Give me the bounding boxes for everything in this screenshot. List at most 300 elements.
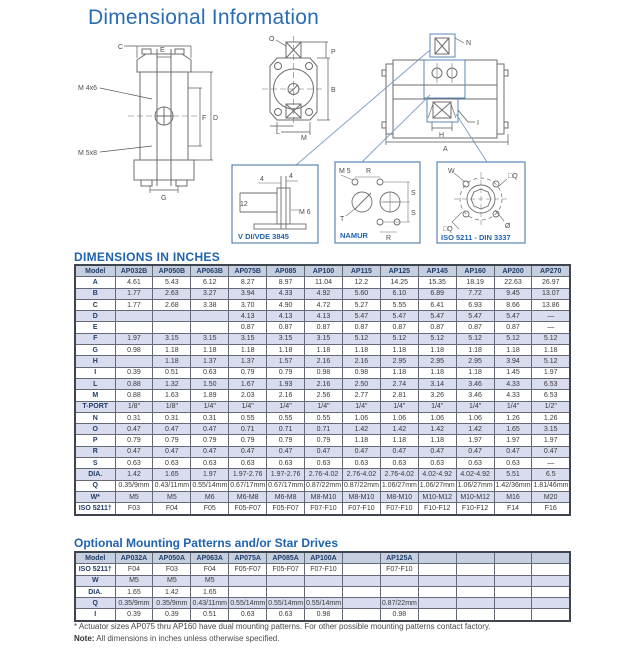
dim-label-m4x6: M 4x6 bbox=[78, 85, 98, 92]
value-cell: 5.60 bbox=[342, 288, 380, 299]
value-cell: 1.37 bbox=[229, 356, 267, 367]
value-cell: 0.55 bbox=[267, 412, 305, 423]
value-cell bbox=[191, 322, 229, 333]
table-row bbox=[75, 412, 570, 423]
value-cell: 1.06 bbox=[380, 412, 418, 423]
value-cell bbox=[532, 564, 570, 575]
value-cell: 1.18 bbox=[267, 345, 305, 356]
value-cell: 0.98 bbox=[305, 609, 343, 621]
value-cell bbox=[494, 598, 532, 609]
value-cell: 2.74 bbox=[380, 378, 418, 389]
value-cell: 1.93 bbox=[267, 378, 305, 389]
value-cell bbox=[342, 564, 380, 575]
value-cell: 2.77 bbox=[342, 390, 380, 401]
column-header: AP270 bbox=[532, 265, 570, 277]
row-label: A bbox=[75, 277, 115, 288]
value-cell: 1.97 bbox=[532, 367, 570, 378]
value-cell bbox=[532, 598, 570, 609]
value-cell bbox=[380, 575, 418, 586]
namur-dim-r-top: R bbox=[366, 168, 372, 175]
value-cell: 5.47 bbox=[456, 311, 494, 322]
column-header: AP085 bbox=[267, 265, 305, 277]
value-cell: 0.63 bbox=[305, 458, 343, 469]
value-cell: 0.79 bbox=[305, 435, 343, 446]
value-cell: 1.77 bbox=[115, 299, 153, 310]
value-cell bbox=[418, 575, 456, 586]
row-label: W bbox=[75, 575, 115, 586]
value-cell: 4.13 bbox=[305, 311, 343, 322]
value-cell: 1.65 bbox=[494, 424, 532, 435]
value-cell: 1.18 bbox=[418, 435, 456, 446]
value-cell: M8-M10 bbox=[380, 491, 418, 502]
page-title: Dimensional Information bbox=[88, 6, 320, 29]
value-cell: 0.63 bbox=[418, 458, 456, 469]
value-cell: F07-F10 bbox=[380, 503, 418, 515]
value-cell: 0.51 bbox=[153, 367, 191, 378]
column-header: AP125A bbox=[380, 552, 418, 564]
value-cell: 0.55/14mm bbox=[191, 480, 229, 491]
value-cell: 1.65 bbox=[191, 586, 229, 597]
value-cell: 0.63 bbox=[456, 458, 494, 469]
dim-label-p: P bbox=[331, 49, 336, 56]
value-cell: 0.98 bbox=[305, 367, 343, 378]
value-cell: 6.41 bbox=[418, 299, 456, 310]
value-cell: 1.06 bbox=[342, 412, 380, 423]
value-cell: 6.5 bbox=[532, 469, 570, 480]
value-cell: M5 bbox=[153, 491, 191, 502]
value-cell: 0.67/17mm bbox=[267, 480, 305, 491]
table-row bbox=[75, 390, 570, 401]
value-cell: 1.18 bbox=[380, 435, 418, 446]
dim-label-d: D bbox=[213, 115, 219, 122]
value-cell: 2.63 bbox=[153, 288, 191, 299]
value-cell: 0.63 bbox=[191, 367, 229, 378]
value-cell: 1/4" bbox=[418, 401, 456, 412]
value-cell: 1.26 bbox=[532, 412, 570, 423]
value-cell bbox=[342, 586, 380, 597]
row-label: R bbox=[75, 446, 115, 457]
value-cell: 0.71 bbox=[229, 424, 267, 435]
value-cell: 0.87 bbox=[229, 322, 267, 333]
value-cell: 1.97 bbox=[532, 435, 570, 446]
table-row bbox=[75, 503, 570, 515]
iso-dim-q-top: □Q bbox=[508, 173, 518, 180]
column-header: AP125 bbox=[380, 265, 418, 277]
value-cell bbox=[456, 575, 494, 586]
value-cell bbox=[115, 356, 153, 367]
value-cell: 1.97-2.76 bbox=[267, 469, 305, 480]
value-cell: 1.97-2.76 bbox=[229, 469, 267, 480]
footnote-note-text: All dimensions in inches unless otherwise specified. bbox=[96, 634, 280, 643]
value-cell: 1.63 bbox=[153, 390, 191, 401]
value-cell bbox=[532, 586, 570, 597]
value-cell: 1.06/27mm bbox=[456, 480, 494, 491]
value-cell: 1.42 bbox=[418, 424, 456, 435]
column-header: AP100 bbox=[305, 265, 343, 277]
value-cell: F07-F10 bbox=[380, 564, 418, 575]
value-cell: 0.35/9mm bbox=[153, 598, 191, 609]
namur-dim-t: T bbox=[340, 216, 345, 223]
value-cell: 0.43/11mm bbox=[191, 598, 229, 609]
value-cell bbox=[418, 609, 456, 621]
column-header: AP063A bbox=[191, 552, 229, 564]
value-cell: F05-F07 bbox=[229, 564, 267, 575]
value-cell: 4.33 bbox=[494, 390, 532, 401]
value-cell: F07-F10 bbox=[305, 503, 343, 515]
value-cell: 2.95 bbox=[418, 356, 456, 367]
value-cell: 3.27 bbox=[191, 288, 229, 299]
value-cell: 5.12 bbox=[532, 356, 570, 367]
value-cell: 0.47 bbox=[153, 446, 191, 457]
value-cell: 2.68 bbox=[153, 299, 191, 310]
value-cell: 0.55/14mm bbox=[267, 598, 305, 609]
value-cell: 1.18 bbox=[153, 356, 191, 367]
value-cell: 3.46 bbox=[456, 378, 494, 389]
row-label: C bbox=[75, 299, 115, 310]
value-cell bbox=[456, 598, 494, 609]
value-cell: 0.63 bbox=[380, 458, 418, 469]
value-cell: 7.72 bbox=[456, 288, 494, 299]
value-cell: 0.31 bbox=[153, 412, 191, 423]
actuator-end-view-drawing bbox=[262, 36, 325, 126]
column-header: AP063B bbox=[191, 265, 229, 277]
value-cell: F05-F07 bbox=[229, 503, 267, 515]
value-cell: M6-M8 bbox=[267, 491, 305, 502]
value-cell: 1/8" bbox=[153, 401, 191, 412]
value-cell: 4.13 bbox=[267, 311, 305, 322]
value-cell: — bbox=[532, 311, 570, 322]
value-cell: 3.14 bbox=[418, 378, 456, 389]
value-cell: 3.15 bbox=[532, 424, 570, 435]
value-cell: 0.47 bbox=[115, 424, 153, 435]
value-cell: 1.32 bbox=[153, 378, 191, 389]
value-cell: F16 bbox=[532, 503, 570, 515]
detail-box-namur bbox=[335, 162, 420, 243]
footnote-note bbox=[74, 634, 279, 643]
value-cell: 0.47 bbox=[267, 446, 305, 457]
value-cell: 1.18 bbox=[418, 345, 456, 356]
model-column-header: Model bbox=[75, 552, 115, 564]
value-cell: F05-F07 bbox=[267, 503, 305, 515]
table-row bbox=[75, 480, 570, 491]
table-row bbox=[75, 491, 570, 502]
value-cell: 1.37 bbox=[191, 356, 229, 367]
dimensions-in-inches-table bbox=[74, 264, 571, 516]
value-cell: 14.25 bbox=[380, 277, 418, 288]
table-row bbox=[75, 311, 570, 322]
row-label: Q bbox=[75, 480, 115, 491]
table-row bbox=[75, 435, 570, 446]
value-cell: 0.47 bbox=[418, 446, 456, 457]
value-cell: 2.16 bbox=[305, 378, 343, 389]
value-cell: 1.42 bbox=[342, 424, 380, 435]
value-cell: 0.39 bbox=[115, 367, 153, 378]
value-cell: M5 bbox=[115, 575, 153, 586]
value-cell: 0.88 bbox=[115, 390, 153, 401]
value-cell: 0.55/14mm bbox=[229, 598, 267, 609]
value-cell: M20 bbox=[532, 491, 570, 502]
value-cell: 0.47 bbox=[153, 424, 191, 435]
value-cell bbox=[267, 586, 305, 597]
value-cell: 0.87 bbox=[267, 322, 305, 333]
footnote-dual-mounting: * Actuator sizes AP075 thru AP160 have dual mounting patterns. For other possible mounting patterns contact factory. bbox=[74, 622, 491, 631]
value-cell: 5.47 bbox=[380, 311, 418, 322]
value-cell: 1.42 bbox=[153, 586, 191, 597]
value-cell: 3.15 bbox=[267, 333, 305, 344]
value-cell: 0.47 bbox=[305, 446, 343, 457]
table-header-row bbox=[75, 265, 570, 277]
value-cell: 2.95 bbox=[456, 356, 494, 367]
value-cell: 1/4" bbox=[305, 401, 343, 412]
value-cell: 0.55 bbox=[305, 412, 343, 423]
value-cell: 3.70 bbox=[229, 299, 267, 310]
detail-box-iso-5211 bbox=[437, 162, 525, 243]
row-label: D bbox=[75, 311, 115, 322]
row-label: E bbox=[75, 322, 115, 333]
value-cell: 0.88 bbox=[115, 378, 153, 389]
value-cell: 0.87 bbox=[494, 322, 532, 333]
value-cell: M6 bbox=[191, 491, 229, 502]
value-cell: 1.18 bbox=[305, 345, 343, 356]
value-cell: M6-M8 bbox=[229, 491, 267, 502]
value-cell bbox=[380, 586, 418, 597]
value-cell bbox=[494, 564, 532, 575]
value-cell bbox=[191, 311, 229, 322]
column-header: AP050A bbox=[153, 552, 191, 564]
value-cell: 13.86 bbox=[532, 299, 570, 310]
value-cell: 0.31 bbox=[191, 412, 229, 423]
value-cell: 6.53 bbox=[532, 378, 570, 389]
value-cell bbox=[267, 575, 305, 586]
value-cell: 6.12 bbox=[191, 277, 229, 288]
value-cell: 4.33 bbox=[267, 288, 305, 299]
value-cell: 0.87 bbox=[305, 322, 343, 333]
value-cell: M8-M10 bbox=[342, 491, 380, 502]
value-cell bbox=[532, 575, 570, 586]
column-header: AP115 bbox=[342, 265, 380, 277]
value-cell: 3.94 bbox=[494, 356, 532, 367]
value-cell bbox=[456, 586, 494, 597]
column-header: AP145 bbox=[418, 265, 456, 277]
value-cell bbox=[153, 322, 191, 333]
value-cell: 0.79 bbox=[267, 435, 305, 446]
iso-dim-dia: Ø bbox=[505, 223, 511, 230]
value-cell bbox=[418, 598, 456, 609]
value-cell: 0.47 bbox=[229, 446, 267, 457]
value-cell: 1.18 bbox=[456, 345, 494, 356]
actuator-top-view-highlight-boxes bbox=[424, 34, 465, 122]
vdi-caption: V DI/VDE 3845 bbox=[238, 232, 289, 241]
value-cell: 0.47 bbox=[532, 446, 570, 457]
value-cell: 1.18 bbox=[380, 367, 418, 378]
value-cell: 1.97 bbox=[456, 435, 494, 446]
dim-label-a: A bbox=[443, 146, 448, 153]
value-cell: 3.15 bbox=[191, 333, 229, 344]
value-cell: 0.67/17mm bbox=[229, 480, 267, 491]
value-cell: 2.76-4.02 bbox=[305, 469, 343, 480]
value-cell: 1/8" bbox=[115, 401, 153, 412]
value-cell: 0.63 bbox=[494, 458, 532, 469]
value-cell: 5.47 bbox=[494, 311, 532, 322]
value-cell: F04 bbox=[115, 564, 153, 575]
value-cell: 1.97 bbox=[115, 333, 153, 344]
iso-caption: ISO 5211 - DIN 3337 bbox=[441, 233, 511, 242]
value-cell: 0.87/22mm bbox=[380, 598, 418, 609]
table-row bbox=[75, 367, 570, 378]
value-cell: 5.12 bbox=[342, 333, 380, 344]
value-cell: F04 bbox=[191, 564, 229, 575]
value-cell: F04 bbox=[153, 503, 191, 515]
value-cell bbox=[456, 609, 494, 621]
row-label: G bbox=[75, 345, 115, 356]
value-cell: 5.47 bbox=[418, 311, 456, 322]
table-row bbox=[75, 609, 570, 621]
value-cell: 0.47 bbox=[115, 446, 153, 457]
value-cell bbox=[494, 575, 532, 586]
value-cell: 0.87 bbox=[418, 322, 456, 333]
table-row bbox=[75, 378, 570, 389]
value-cell: 1.97 bbox=[494, 435, 532, 446]
value-cell: 1.18 bbox=[153, 345, 191, 356]
value-cell: F03 bbox=[153, 564, 191, 575]
value-cell: 0.63 bbox=[229, 458, 267, 469]
value-cell bbox=[494, 586, 532, 597]
row-label: O bbox=[75, 424, 115, 435]
value-cell: 0.47 bbox=[342, 446, 380, 457]
value-cell: 4.13 bbox=[229, 311, 267, 322]
value-cell: 0.98 bbox=[115, 345, 153, 356]
value-cell: 6.10 bbox=[380, 288, 418, 299]
row-label: M bbox=[75, 390, 115, 401]
value-cell: 12.2 bbox=[342, 277, 380, 288]
value-cell: 1/4" bbox=[342, 401, 380, 412]
value-cell: 4.92 bbox=[305, 288, 343, 299]
value-cell: 0.55/14mm bbox=[305, 598, 343, 609]
value-cell: 0.79 bbox=[229, 435, 267, 446]
value-cell: 1.50 bbox=[191, 378, 229, 389]
table-row bbox=[75, 401, 570, 412]
value-cell: 2.76-4.02 bbox=[380, 469, 418, 480]
row-label: P bbox=[75, 435, 115, 446]
value-cell: 3.46 bbox=[456, 390, 494, 401]
value-cell: 15.35 bbox=[418, 277, 456, 288]
value-cell: 5.55 bbox=[380, 299, 418, 310]
value-cell: 5.43 bbox=[153, 277, 191, 288]
dim-label-n: N bbox=[466, 40, 472, 47]
value-cell bbox=[532, 609, 570, 621]
value-cell: 0.79 bbox=[191, 435, 229, 446]
row-label: DIA. bbox=[75, 586, 115, 597]
value-cell: 1.42 bbox=[380, 424, 418, 435]
value-cell: 3.15 bbox=[153, 333, 191, 344]
value-cell: 0.35/9mm bbox=[115, 598, 153, 609]
value-cell: 0.98 bbox=[380, 609, 418, 621]
model-column-header: Model bbox=[75, 265, 115, 277]
value-cell: F05 bbox=[191, 503, 229, 515]
value-cell: 0.55 bbox=[229, 412, 267, 423]
value-cell bbox=[494, 609, 532, 621]
value-cell: 1.81/46mm bbox=[532, 480, 570, 491]
column-header: AP160 bbox=[456, 265, 494, 277]
value-cell: F10-F12 bbox=[418, 503, 456, 515]
value-cell bbox=[115, 311, 153, 322]
value-cell: 0.63 bbox=[191, 458, 229, 469]
technical-diagrams bbox=[0, 0, 632, 260]
value-cell bbox=[342, 575, 380, 586]
value-cell bbox=[115, 322, 153, 333]
value-cell: M5 bbox=[115, 491, 153, 502]
column-header bbox=[532, 552, 570, 564]
value-cell: 5.12 bbox=[532, 333, 570, 344]
value-cell: 2.03 bbox=[229, 390, 267, 401]
value-cell: 8.27 bbox=[229, 277, 267, 288]
value-cell: 1.18 bbox=[342, 345, 380, 356]
table-row bbox=[75, 299, 570, 310]
namur-dim-s1: S bbox=[411, 190, 416, 197]
value-cell: 2.50 bbox=[342, 378, 380, 389]
column-header: AP075B bbox=[229, 265, 267, 277]
row-label: B bbox=[75, 288, 115, 299]
table-row bbox=[75, 277, 570, 288]
namur-dim-s2: S bbox=[411, 210, 416, 217]
table-row bbox=[75, 322, 570, 333]
value-cell: 1.18 bbox=[380, 345, 418, 356]
footnote-note-label: Note: bbox=[74, 634, 95, 643]
value-cell bbox=[305, 586, 343, 597]
value-cell: 1.18 bbox=[532, 345, 570, 356]
row-label: DIA. bbox=[75, 469, 115, 480]
value-cell: 0.87 bbox=[456, 322, 494, 333]
value-cell: 3.15 bbox=[305, 333, 343, 344]
value-cell bbox=[418, 564, 456, 575]
value-cell: 0.51 bbox=[191, 609, 229, 621]
value-cell: 4.72 bbox=[305, 299, 343, 310]
value-cell: 0.39 bbox=[115, 609, 153, 621]
value-cell: 5.12 bbox=[380, 333, 418, 344]
table-row bbox=[75, 564, 570, 575]
value-cell: 2.56 bbox=[305, 390, 343, 401]
value-cell: 0.43/11mm bbox=[153, 480, 191, 491]
value-cell: 1/4" bbox=[191, 401, 229, 412]
table-row bbox=[75, 333, 570, 344]
value-cell: 18.19 bbox=[456, 277, 494, 288]
value-cell: 1.57 bbox=[267, 356, 305, 367]
table-row bbox=[75, 356, 570, 367]
value-cell: 9.45 bbox=[494, 288, 532, 299]
value-cell: 0.63 bbox=[115, 458, 153, 469]
value-cell: F03 bbox=[115, 503, 153, 515]
value-cell bbox=[418, 586, 456, 597]
table-row bbox=[75, 598, 570, 609]
value-cell: 3.94 bbox=[229, 288, 267, 299]
value-cell: 1/4" bbox=[456, 401, 494, 412]
value-cell bbox=[342, 598, 380, 609]
value-cell: M8-M10 bbox=[305, 491, 343, 502]
value-cell: 5.12 bbox=[494, 333, 532, 344]
value-cell: 0.87 bbox=[380, 322, 418, 333]
value-cell: 8.97 bbox=[267, 277, 305, 288]
value-cell: 5.47 bbox=[342, 311, 380, 322]
row-label: I bbox=[75, 609, 115, 621]
value-cell: 4.33 bbox=[494, 378, 532, 389]
table-row bbox=[75, 288, 570, 299]
column-header: AP085A bbox=[267, 552, 305, 564]
column-header: AP200 bbox=[494, 265, 532, 277]
actuator-top-view-drawing bbox=[382, 38, 508, 138]
value-cell: 1.26 bbox=[494, 412, 532, 423]
value-cell: 4.61 bbox=[115, 277, 153, 288]
vdi-dim-m6: M 6 bbox=[299, 209, 311, 216]
